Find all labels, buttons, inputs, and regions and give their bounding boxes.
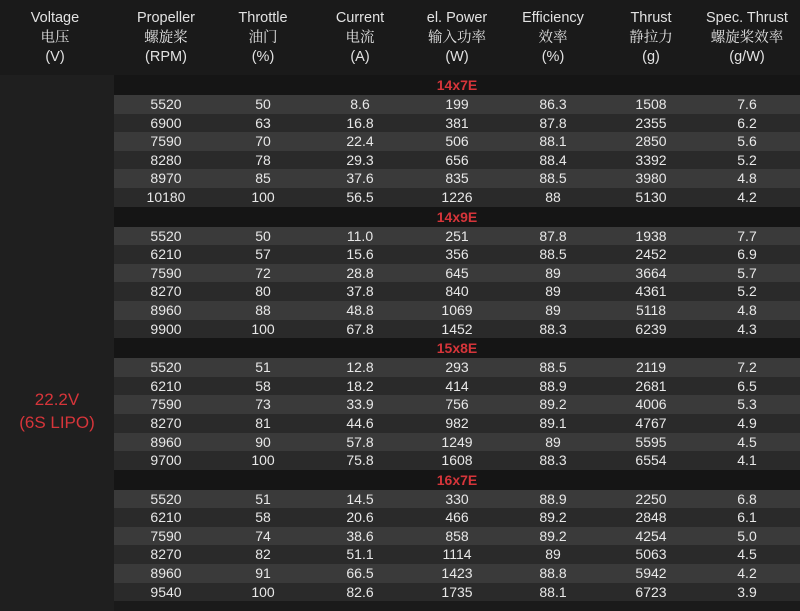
cell-spec-thrust: 5.6	[737, 133, 757, 150]
table-row	[114, 188, 800, 207]
cell-spec-thrust: 5.7	[737, 264, 757, 281]
cell-thrust: 2681	[635, 377, 667, 394]
header-propeller-zh: 螺旋桨	[144, 29, 188, 46]
cell-rpm: 9700	[150, 452, 182, 469]
cell-power: 1423	[441, 565, 473, 582]
cell-rpm: 8960	[150, 433, 182, 450]
cell-current: 14.5	[346, 490, 374, 507]
header-efficiency-zh: 效率	[538, 29, 568, 46]
propeller-name: 14x7E	[436, 77, 478, 93]
header-power-unit: (W)	[445, 49, 469, 65]
cell-thrust: 6723	[635, 583, 667, 600]
cell-current: 75.8	[346, 452, 374, 469]
cell-efficiency: 88	[545, 188, 561, 205]
cell-thrust: 2119	[635, 359, 667, 376]
propeller-group-header	[114, 207, 800, 227]
cell-spec-thrust: 5.3	[737, 396, 757, 413]
header-efficiency-en: Efficiency	[522, 10, 584, 26]
cell-efficiency: 88.9	[539, 377, 567, 394]
cell-thrust: 2452	[635, 246, 667, 263]
cell-efficiency: 88.9	[539, 490, 567, 507]
cell-spec-thrust: 5.2	[737, 283, 757, 300]
header-throttle-unit: (%)	[251, 49, 275, 65]
table-row	[114, 395, 800, 414]
cell-throttle: 85	[255, 170, 271, 187]
table-row	[114, 527, 800, 546]
cell-thrust: 6239	[635, 320, 667, 337]
cell-thrust: 3392	[635, 151, 667, 168]
table-row	[114, 433, 800, 452]
cell-throttle: 90	[255, 433, 271, 450]
cell-current: 51.1	[346, 546, 374, 563]
table-row	[114, 377, 800, 396]
propeller-group-header	[114, 338, 800, 358]
cell-throttle: 58	[255, 509, 271, 526]
cell-current: 15.6	[346, 246, 374, 263]
header-thrust-unit: (g)	[642, 49, 660, 65]
cell-thrust: 5942	[635, 565, 667, 582]
cell-power: 381	[445, 114, 469, 131]
table-row	[114, 169, 800, 188]
cell-spec-thrust: 4.2	[737, 565, 757, 582]
cell-spec-thrust: 4.5	[737, 546, 757, 563]
propeller-group-header	[114, 75, 800, 95]
cell-thrust: 6554	[635, 452, 667, 469]
cell-current: 20.6	[346, 509, 374, 526]
cell-power: 506	[445, 133, 469, 150]
header-current-en: Current	[335, 10, 385, 26]
cell-power: 1452	[441, 320, 473, 337]
cell-current: 29.3	[346, 151, 374, 168]
cell-efficiency: 88.8	[539, 565, 567, 582]
cell-thrust: 2850	[635, 133, 667, 150]
cell-spec-thrust: 5.2	[737, 151, 757, 168]
cell-current: 56.5	[346, 188, 374, 205]
cell-throttle: 100	[251, 583, 275, 600]
cell-power: 1069	[441, 301, 473, 318]
cell-rpm: 5520	[150, 359, 182, 376]
voltage-label	[0, 388, 114, 434]
cell-spec-thrust: 6.8	[737, 490, 757, 507]
cell-thrust: 5063	[635, 546, 667, 563]
table-row	[114, 151, 800, 170]
propeller-name: 16x7E	[436, 471, 478, 488]
cell-spec-thrust: 4.8	[737, 170, 757, 187]
cell-power: 840	[445, 283, 469, 300]
data-table	[114, 75, 800, 601]
cell-efficiency: 89	[545, 301, 561, 318]
cell-power: 1249	[441, 433, 473, 450]
header-power-zh: 输入功率	[428, 29, 486, 46]
table-row	[114, 545, 800, 564]
cell-power: 251	[445, 227, 469, 244]
cell-power: 1608	[441, 452, 473, 469]
table-row	[114, 564, 800, 583]
cell-current: 82.6	[346, 583, 374, 600]
propeller-name: 14x9E	[436, 208, 478, 225]
cell-spec-thrust: 7.6	[737, 96, 757, 112]
cell-efficiency: 89	[545, 264, 561, 281]
cell-efficiency: 89	[545, 546, 561, 563]
cell-efficiency: 89.1	[539, 414, 567, 431]
header-voltage-en: Voltage	[30, 10, 80, 26]
table-row	[114, 490, 800, 509]
header-spec-thrust	[687, 9, 800, 68]
header-voltage	[0, 9, 115, 68]
cell-throttle: 51	[255, 490, 271, 507]
cell-thrust: 1938	[635, 227, 667, 244]
cell-power: 199	[445, 96, 469, 112]
header-throttle-en: Throttle	[238, 10, 288, 26]
cell-current: 33.9	[346, 396, 374, 413]
cell-rpm: 7590	[150, 264, 182, 281]
cell-current: 66.5	[346, 565, 374, 582]
cell-current: 28.8	[346, 264, 374, 281]
cell-efficiency: 87.8	[539, 227, 567, 244]
cell-power: 293	[445, 359, 469, 376]
table-row	[114, 301, 800, 320]
header-propeller-unit: (RPM)	[145, 49, 187, 65]
cell-spec-thrust: 4.9	[737, 414, 757, 431]
table-row	[114, 414, 800, 433]
cell-current: 8.6	[350, 96, 370, 112]
cell-current: 67.8	[346, 320, 374, 337]
cell-throttle: 74	[255, 527, 271, 544]
header-spec-thrust-zh: 螺旋桨效率	[710, 29, 784, 46]
cell-throttle: 81	[255, 414, 271, 431]
cell-efficiency: 89	[545, 433, 561, 450]
cell-thrust: 2848	[635, 509, 667, 526]
cell-rpm: 8960	[150, 565, 182, 582]
voltage-cell	[0, 75, 114, 611]
cell-spec-thrust: 4.5	[737, 433, 757, 450]
cell-rpm: 6210	[150, 377, 182, 394]
cell-power: 645	[445, 264, 469, 281]
table-header	[0, 0, 800, 75]
cell-efficiency: 88.1	[539, 583, 567, 600]
header-current-unit: (A)	[350, 49, 370, 65]
cell-thrust: 4006	[635, 396, 667, 413]
cell-rpm: 10180	[146, 188, 186, 205]
cell-current: 18.2	[346, 377, 374, 394]
cell-spec-thrust: 4.1	[737, 452, 757, 469]
cell-spec-thrust: 4.8	[737, 301, 757, 318]
cell-thrust: 1508	[635, 96, 667, 112]
table-row	[114, 227, 800, 246]
cell-current: 22.4	[346, 133, 374, 150]
table-row	[114, 282, 800, 301]
voltage-value: 22.2V	[34, 390, 80, 409]
table-row	[114, 245, 800, 264]
cell-rpm: 5520	[150, 490, 182, 507]
cell-spec-thrust: 7.7	[737, 227, 757, 244]
cell-throttle: 91	[255, 565, 271, 582]
cell-efficiency: 86.3	[539, 96, 567, 112]
table-row	[114, 508, 800, 527]
table-row	[114, 264, 800, 283]
cell-throttle: 88	[255, 301, 271, 318]
header-spec-thrust-unit: (g/W)	[729, 49, 765, 65]
cell-thrust: 4361	[635, 283, 667, 300]
cell-rpm: 8270	[150, 546, 182, 563]
cell-power: 1226	[441, 188, 473, 205]
cell-throttle: 78	[255, 151, 271, 168]
cell-rpm: 7590	[150, 527, 182, 544]
cell-spec-thrust: 6.5	[737, 377, 757, 394]
cell-efficiency: 88.3	[539, 320, 567, 337]
cell-spec-thrust: 6.1	[737, 509, 757, 526]
header-propeller-en: Propeller	[136, 10, 196, 26]
cell-efficiency: 89	[545, 283, 561, 300]
cell-efficiency: 88.5	[539, 359, 567, 376]
cell-power: 414	[445, 377, 469, 394]
table-row	[114, 320, 800, 339]
cell-efficiency: 88.3	[539, 452, 567, 469]
table-row	[114, 95, 800, 114]
cell-rpm: 5520	[150, 227, 182, 244]
cell-efficiency: 88.4	[539, 151, 567, 168]
header-voltage-unit: (V)	[45, 49, 65, 65]
cell-rpm: 9540	[150, 583, 182, 600]
cell-rpm: 7590	[150, 133, 182, 150]
cell-thrust: 4767	[635, 414, 667, 431]
cell-efficiency: 88.1	[539, 133, 567, 150]
cell-throttle: 70	[255, 133, 271, 150]
propeller-name: 15x8E	[436, 340, 478, 357]
header-thrust-en: Thrust	[630, 10, 672, 26]
cell-throttle: 100	[251, 188, 275, 205]
cell-thrust: 3664	[635, 264, 667, 281]
cell-spec-thrust: 4.2	[737, 188, 757, 205]
header-voltage-zh: 电压	[40, 29, 70, 46]
table-row	[114, 583, 800, 602]
cell-throttle: 80	[255, 283, 271, 300]
header-power-en: el. Power	[426, 10, 488, 26]
cell-power: 330	[445, 490, 469, 507]
cell-current: 57.8	[346, 433, 374, 450]
cell-throttle: 63	[255, 114, 271, 131]
cell-throttle: 82	[255, 546, 271, 563]
cell-throttle: 72	[255, 264, 271, 281]
cell-current: 16.8	[346, 114, 374, 131]
cell-efficiency: 89.2	[539, 527, 567, 544]
cell-throttle: 100	[251, 452, 275, 469]
cell-spec-thrust: 7.2	[737, 359, 757, 376]
cell-current: 11.0	[346, 227, 374, 244]
cell-thrust: 5130	[635, 188, 667, 205]
cell-throttle: 50	[255, 96, 271, 112]
cell-rpm: 8970	[150, 170, 182, 187]
cell-spec-thrust: 6.9	[737, 246, 757, 263]
cell-efficiency: 89.2	[539, 509, 567, 526]
cell-power: 466	[445, 509, 469, 526]
header-efficiency-unit: (%)	[541, 49, 565, 65]
table-row	[114, 358, 800, 377]
cell-power: 656	[445, 151, 469, 168]
cell-spec-thrust: 4.3	[737, 320, 757, 337]
cell-thrust: 2250	[635, 490, 667, 507]
cell-efficiency: 89.2	[539, 396, 567, 413]
cell-thrust: 5595	[635, 433, 667, 450]
cell-rpm: 8270	[150, 283, 182, 300]
cell-rpm: 6900	[150, 114, 182, 131]
cell-efficiency: 87.8	[539, 114, 567, 131]
cell-current: 44.6	[346, 414, 374, 431]
cell-current: 37.6	[346, 170, 374, 187]
cell-efficiency: 88.5	[539, 246, 567, 263]
header-throttle-zh: 油门	[248, 29, 278, 46]
cell-thrust: 3980	[635, 170, 667, 187]
cell-rpm: 5520	[150, 96, 182, 112]
cell-thrust: 5118	[635, 301, 667, 318]
cell-thrust: 4254	[635, 527, 667, 544]
cell-efficiency: 88.5	[539, 170, 567, 187]
battery-type: (6S LIPO)	[19, 413, 95, 432]
cell-rpm: 9900	[150, 320, 182, 337]
cell-rpm: 6210	[150, 509, 182, 526]
cell-current: 12.8	[346, 359, 374, 376]
cell-power: 1735	[441, 583, 473, 600]
cell-thrust: 2355	[635, 114, 667, 131]
cell-current: 37.8	[346, 283, 374, 300]
cell-throttle: 58	[255, 377, 271, 394]
cell-throttle: 57	[255, 246, 271, 263]
cell-power: 858	[445, 527, 469, 544]
cell-spec-thrust: 6.2	[737, 114, 757, 131]
cell-rpm: 8270	[150, 414, 182, 431]
cell-spec-thrust: 5.0	[737, 527, 757, 544]
cell-throttle: 50	[255, 227, 271, 244]
cell-throttle: 51	[255, 359, 271, 376]
cell-throttle: 73	[255, 396, 271, 413]
header-current-zh: 电流	[345, 29, 375, 46]
cell-spec-thrust: 3.9	[737, 583, 757, 600]
cell-power: 356	[445, 246, 469, 263]
cell-power: 835	[445, 170, 469, 187]
cell-current: 48.8	[346, 301, 374, 318]
cell-rpm: 8960	[150, 301, 182, 318]
cell-throttle: 100	[251, 320, 275, 337]
cell-rpm: 8280	[150, 151, 182, 168]
cell-rpm: 7590	[150, 396, 182, 413]
cell-power: 756	[445, 396, 469, 413]
table-row	[114, 132, 800, 151]
propeller-group-header	[114, 470, 800, 490]
cell-rpm: 6210	[150, 246, 182, 263]
header-spec-thrust-en: Spec. Thrust	[706, 10, 788, 26]
cell-power: 982	[445, 414, 469, 431]
header-thrust-zh: 静拉力	[629, 29, 673, 46]
cell-power: 1114	[442, 546, 472, 563]
table-row	[114, 451, 800, 470]
cell-current: 38.6	[346, 527, 374, 544]
table-row	[114, 114, 800, 133]
